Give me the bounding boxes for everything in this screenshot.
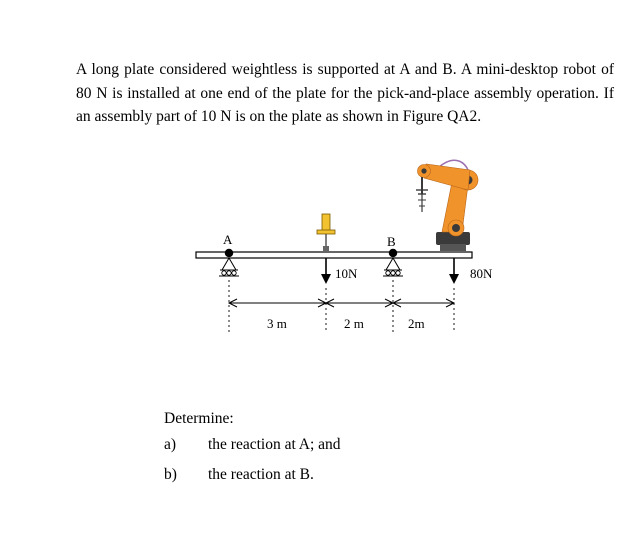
load-label-80n: 80N <box>470 266 493 281</box>
question-b-label: b) <box>164 466 177 483</box>
load-arrow-10n <box>321 258 331 284</box>
load-label-10n: 10N <box>335 266 358 281</box>
robot-arm <box>416 160 478 251</box>
dimension-label-2m-second: 2m <box>408 316 425 331</box>
question-a-label: a) <box>164 436 177 453</box>
problem-statement: A long plate considered weightless is supported at A and B. A mini-desktop robot of 80 N is installed at one end of the plate for the pick-and-place assembly operation. If an assembly part of 10 N is on the plate as shown in Figure QA2. <box>76 61 614 125</box>
dimension-label-2m-first: 2 m <box>344 316 364 331</box>
assembly-part <box>317 214 335 251</box>
dimension-label-3m: 3 m <box>267 316 287 331</box>
support-b-label: B <box>387 234 396 249</box>
dimension-line <box>229 299 454 307</box>
beam-plate <box>196 252 472 258</box>
support-a-label: A <box>223 232 233 247</box>
question-a-text: the reaction at A; and <box>208 436 341 453</box>
load-arrow-80n <box>449 258 459 284</box>
determine-heading: Determine: <box>164 410 234 427</box>
question-b-text: the reaction at B. <box>208 466 314 483</box>
